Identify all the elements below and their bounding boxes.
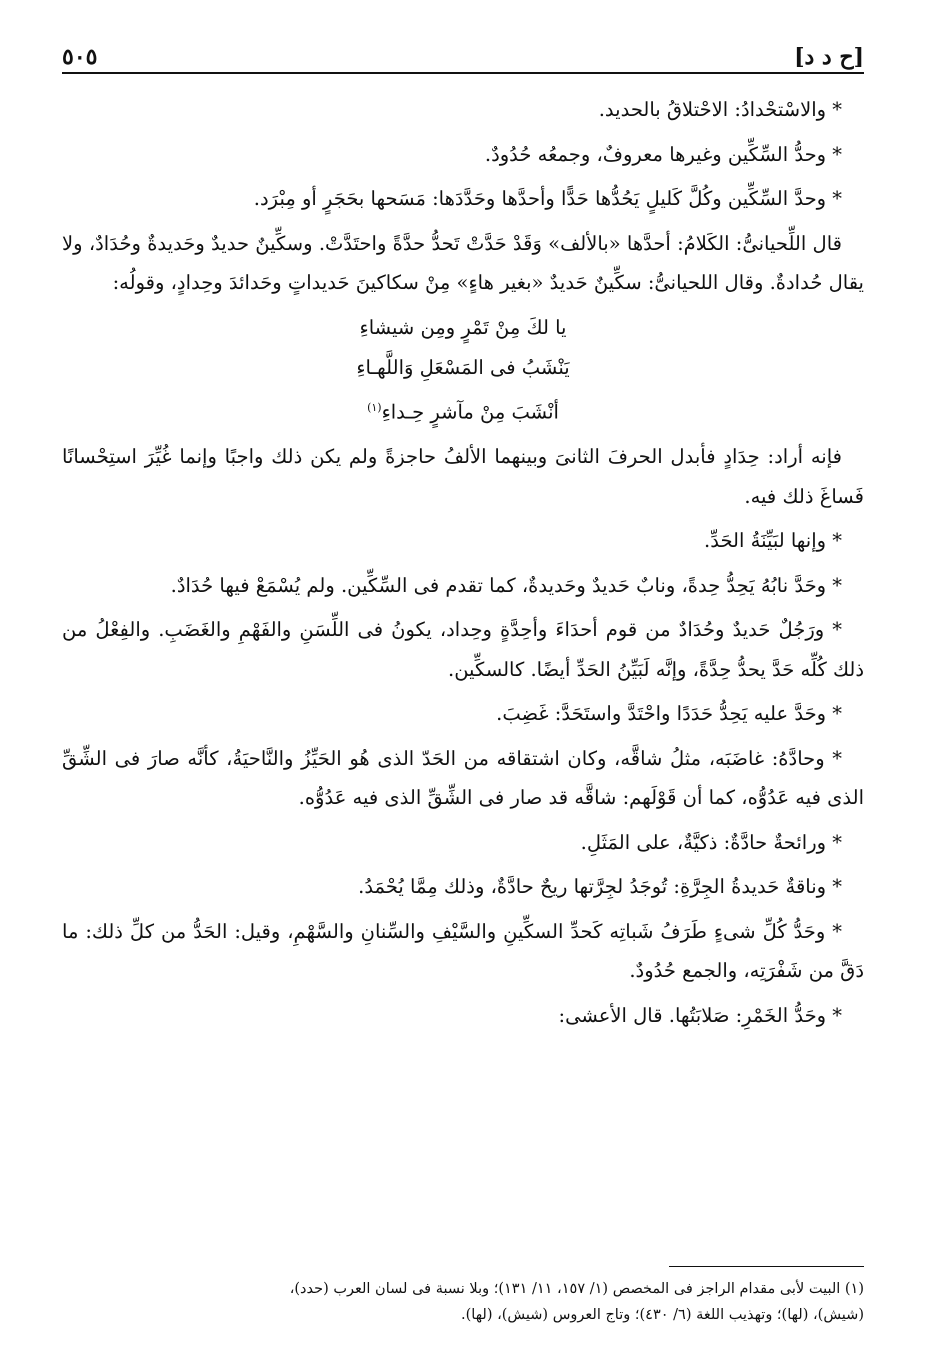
paragraph: * وحدُّ السِّكِّين وغيرها معروفٌ، وجمعُه حُدُودٌ. xyxy=(484,142,842,166)
paragraph: * ورَجُلٌ حَديدٌ وحُدَادٌ من قوم أحدَاءَ وأحِدَّةٍ وحِداد، يكونُ فى اللِّسَنِ والفَهْمِ والغَضَبِ. والفِعْلُ من ذلك كُلِّه حَدَّ يحدُّ حِدَّةً، وإنَّه لَبَيِّنُ الحَدِّ أيضًا. كالسكِّين. xyxy=(62,618,864,681)
paragraph: * ورائحةٌ حادَّةٌ: ذكيَّةٌ، على المَثَلِ. xyxy=(580,830,842,854)
paragraph: * وحَدُّ كُلِّ شىءٍ طَرَفُ شَباتِه كَحدِّ السكِّينِ والسَّيْفِ والسِّنانِ والسَّهْمِ، وقيل: الحَدُّ من كلِّ ذلك: ما دَقَّ من شَفْرَتِه، والجمع حُدُودٌ. xyxy=(62,919,864,982)
book-page xyxy=(62,30,864,1330)
footnote-marker: (١) xyxy=(367,400,382,414)
paragraph: * وحَدُّ الخَمْرِ: صَلابَتُها. قال الأعشى: xyxy=(558,1003,842,1027)
paragraph: * والاسْتحْدادُ: الاحْتلاقُ بالحديد. xyxy=(598,98,842,121)
verse-block xyxy=(62,308,864,433)
verse-line-text: أنْشَبَ مِنْ مآشرٍ حِـداءِ xyxy=(381,400,559,423)
paragraph: * وحَدَّ نابُهُ يَحِدُّ حِدةً، ونابٌ حَديدٌ وحَديدةٌ، كما تقدم فى السِّكِّين. ولم يُسْمَعْ فيها حُدَادٌ. xyxy=(170,573,842,597)
entry-body xyxy=(62,90,864,1040)
footnote-line: (١) البيت لأبى مقدام الراجز فى المخصص (١/ ١٥٧، ١١/ ١٣١)؛ وبلا نسبة فى لسان العرب (حدد)، xyxy=(289,1281,864,1297)
paragraph: * وإنها لبَيِّنَةُ الحَدِّ. xyxy=(704,529,842,552)
page-header xyxy=(62,30,864,70)
header-divider xyxy=(62,72,864,74)
paragraph: * وحَدَّ عليه يَحِدُّ حَدَدًا واحْتَدَّ واستَحَدَّ: غَضِبَ. xyxy=(496,702,842,725)
paragraph: * وناقةٌ حَديدةُ الجِرَّةِ: تُوجَدُ لجِرَّتها ريحٌ حادَّةٌ، وذلك مِمَّا يُحْمَدُ. xyxy=(358,875,842,898)
verse-line: يا لكَ مِنْ تَمْرٍ ومِن شيشاءِ xyxy=(359,315,567,339)
verse-line: يَنْشَبُ فى المَسْعَلِ وَاللَّهـاءِ xyxy=(356,355,570,379)
footnote-divider xyxy=(669,1266,864,1267)
paragraph: * وحادَّهُ: غاضَبَه، مثلُ شاقَّه، وكان اشتقاقه من الحَدّ الذى هُو الحَيِّزُ والنَّاحيَةُ، كأنَّه صارَ فى الشِّقِّ الذى فيه عَدُوُّه، كما أن قَوْلَهم: شاقَّه قد صار فى الشِّقِّ الذى فيه عَدُوُّه. xyxy=(62,746,864,809)
paragraph: * وحدَّ السِّكِّين وكُلَّ كَليلٍ يَحُدُّها حَدًّا وأحدَّها وحَدَّدَها: مَسَحها بحَجَرٍ أو مِبْرَد. xyxy=(253,187,842,210)
footnote xyxy=(62,1276,864,1328)
page-number: ٥٠٥ xyxy=(62,44,98,70)
paragraph: قال اللِّحيانىُّ: الكَلامُ: أحدَّها «بالألف» وَقَدْ حَدَّتْ تَحدُّ حدَّةً واحتَدَّتْ. وسكِّينٌ حديدٌ وحَديدةٌ وحُدَادٌ، ولا يقال حُدادةٌ. وقال اللحيانىُّ: سكِّينٌ حَديدٌ «بغير هاءٍ» مِنْ سكاكينَ حَديداتٍ وحَدائدَ وحِدادٍ، وقولُه: xyxy=(62,231,864,294)
paragraph: فإنه أراد: حِدَادٍ فأبدل الحرفَ الثانىَ وبينهما الألفُ حاجزةً ولم يكن ذلك واجبًا وإنما غُيِّرَ استِحْسانًا فَساغَ ذلك فيه. xyxy=(62,445,864,508)
footnote-line: (شيش)، (لها)؛ وتهذيب اللغة (٦/ ٤٣٠)؛ وتاج العروس (شيش)، (لها). xyxy=(461,1307,864,1323)
root-heading: [ح د د] xyxy=(794,44,864,70)
verse-line xyxy=(62,388,864,433)
